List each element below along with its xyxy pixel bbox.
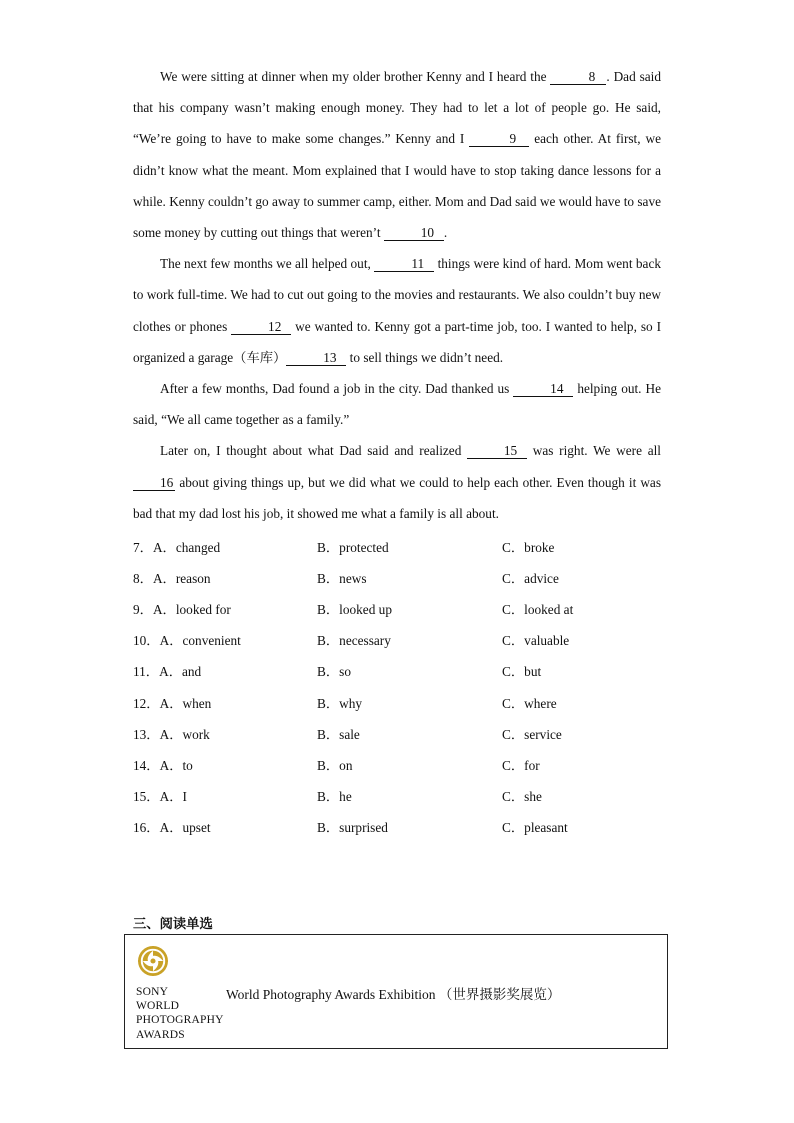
question-row: [133, 568, 693, 588]
question-row: [133, 537, 693, 557]
option-b: B．protected: [317, 540, 389, 555]
option-a: 13．A．work: [133, 727, 210, 742]
passage-text: We were sitting at dinner when my older brother Kenny and I heard the: [160, 69, 551, 84]
option-b: B．looked up: [317, 602, 392, 617]
sony-awards-logo-icon: [136, 944, 170, 978]
passage-paragraph-3: [133, 373, 661, 435]
blank-13: 13: [286, 350, 346, 366]
question-row: [133, 786, 693, 806]
option-a: 12．A．when: [133, 696, 212, 711]
brand-line: WORLD: [136, 1000, 180, 1013]
option-c: C．service: [502, 727, 562, 742]
passage-text: helping out. He said, “We all came together as a family.”: [133, 381, 661, 428]
option-c: C．valuable: [502, 633, 570, 648]
option-a: 15．A．I: [133, 789, 187, 804]
blank-14: 14: [513, 381, 573, 397]
option-b: B．necessary: [317, 633, 391, 648]
section-heading: 三、阅读单选: [133, 917, 213, 932]
exhibition-title: World Photography Awards Exhibition （世界摄影奖展览）: [226, 987, 561, 1002]
question-row: [133, 630, 693, 650]
blank-9: 9: [469, 131, 529, 147]
brand-name: [136, 985, 224, 1042]
exhibition-banner: [124, 934, 668, 1049]
option-b: B．surprised: [317, 820, 388, 835]
option-a: 9．A．looked for: [133, 602, 231, 617]
option-b: B．why: [317, 696, 363, 711]
blank-15: 15: [467, 443, 527, 459]
option-c: C．pleasant: [502, 820, 568, 835]
passage-text: each other. At first, we didn’t know what the meant. Mom explained that I would have to stop taking dance lessons for a while. Kenny couldn’t go away to summer camp, either. Mom and Dad said we would have to save some money by cutting out things that weren’t: [133, 131, 661, 241]
passage-text: about giving things up, but we did what we could to help each other. Even though it was bad that my dad lost his job, it showed me what a family is all about.: [133, 474, 661, 521]
option-b: B．so: [317, 664, 351, 679]
passage-text: .: [443, 225, 448, 241]
passage-text: to sell things we didn’t need.: [346, 349, 504, 365]
question-row: [133, 661, 693, 681]
passage-paragraph-1: [133, 61, 661, 248]
blank-8: 8: [550, 69, 606, 85]
passage-paragraph-2: [133, 248, 661, 373]
blank-10: 10: [384, 225, 444, 241]
option-c: C．she: [502, 789, 542, 804]
blank-12: 12: [231, 319, 291, 335]
brand-line: SONY: [136, 986, 169, 998]
blank-11: 11: [374, 256, 434, 272]
cloze-passage: [133, 61, 661, 529]
brand-line: AWARDS: [136, 1028, 185, 1041]
option-b: B．sale: [317, 727, 360, 742]
option-c: C．where: [502, 696, 557, 711]
passage-text: . Dad said that his company wasn’t making enough money. They had to let a lot of people go. He said, “We’re going to have to make some changes.” Kenny and I: [133, 69, 661, 147]
option-c: C．looked at: [502, 602, 574, 617]
passage-text: was right. We were all: [527, 443, 661, 459]
option-c: C．for: [502, 758, 540, 773]
option-c: C．but: [502, 664, 542, 679]
option-b: B．he: [317, 789, 352, 804]
blank-16: 16: [133, 475, 175, 491]
option-a: 16．A．upset: [133, 820, 211, 835]
question-row: [133, 755, 693, 775]
option-b: B．on: [317, 758, 353, 773]
passage-text: Later on, I thought about what Dad said and realized: [160, 443, 468, 459]
passage-paragraph-4: [133, 435, 661, 529]
option-a: 11．A．and: [133, 664, 202, 679]
brand-line: PHOTOGRAPHY: [136, 1014, 224, 1027]
question-row: [133, 724, 693, 744]
option-c: C．broke: [502, 540, 555, 555]
option-a: 8．A．reason: [133, 571, 211, 586]
question-row: [133, 599, 693, 619]
passage-text: things were kind of hard. Mom went back to work full-time. We had to cut out going to the movies and restaurants. We also couldn’t buy new clothes or phones: [133, 256, 661, 334]
passage-text: After a few months, Dad found a job in the city. Dad thanked us: [160, 381, 514, 397]
option-a: 10．A．convenient: [133, 633, 241, 648]
passage-text: The next few months we all helped out,: [160, 256, 375, 272]
option-a: 7．A．changed: [133, 540, 221, 555]
option-c: C．advice: [502, 571, 559, 586]
question-row: [133, 817, 693, 837]
option-b: B．news: [317, 571, 367, 586]
option-a: 14．A．to: [133, 758, 193, 773]
passage-text: we wanted to. Kenny got a part-time job, too. I wanted to help, so I organized a garage（车库）: [133, 318, 662, 365]
question-row: [133, 693, 693, 713]
